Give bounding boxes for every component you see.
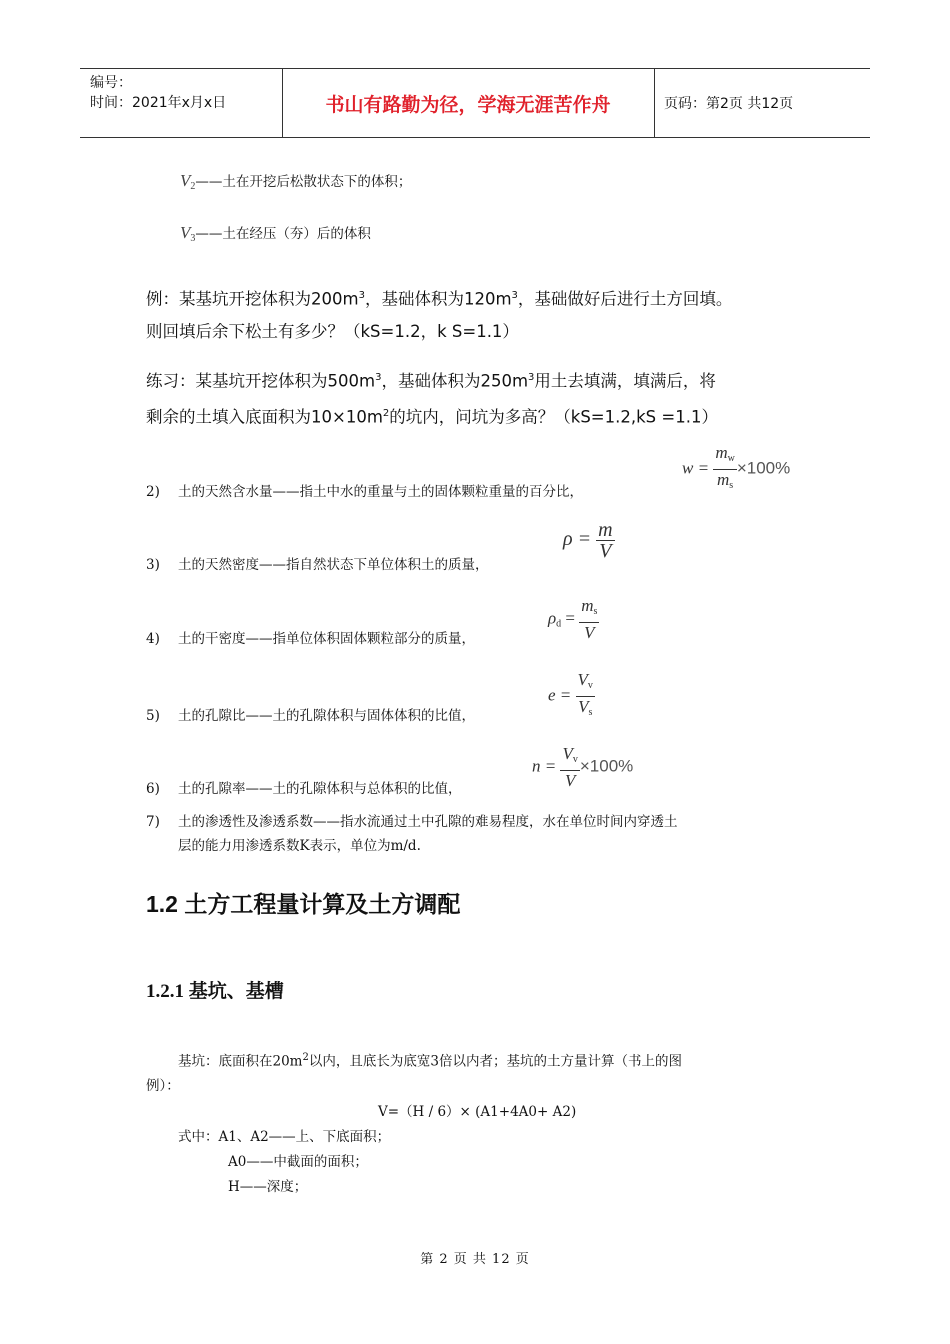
page-header [80,68,870,138]
v2-symbol: $V_2$ [180,171,196,192]
a0-definition: A0——中截面的面积； [228,1154,368,1170]
item-6: 6) 土的孔隙率——土的孔隙体积与总体积的比值， [146,781,462,797]
example-paragraph: 例：某基坑开挖体积为$200m^3$，基础体积为$120m^3$，基础做好后进行土方回填。 则回填后余下松土有多少？（kS=1.2，k S=1.1） [146,289,733,341]
volume-formula: V=（H / 6）× (A1+4A0+ A2) [378,1104,577,1120]
header-meta [90,73,226,113]
item-5: 5) 土的孔隙比——土的孔隙体积与固体体积的比值， [146,708,475,724]
formula-void-ratio: e = $\frac{V_v}{V_s}$ [548,670,593,718]
formula-porosity: n = $\frac{V_v}{V}$ ×100% [532,744,634,790]
section-heading-1-2-1: 1.2.1 基坑、基槽 [146,981,284,1002]
def-v3 [180,222,371,244]
practice-paragraph: 练习：某基坑开挖体积为$500m^3$，基础体积为$250m^3$用土去填满，填满后，将 剩余的土填入底面积为$10\times 10m^2$的坑内，问坑为多高？（kS=1.2,kS =1.1） [146,371,718,426]
header-id-label: 编号： [90,75,132,91]
formula-density: ρ = $\frac{m}{V}$ [563,519,613,562]
item-3: 3) 土的天然密度——指自然状态下单位体积土的质量， [146,557,489,573]
page-footer: 第 2 页 共 12 页 [420,1252,530,1267]
item-4: 4) 土的干密度——指单位体积固体颗粒部分的质量， [146,631,475,647]
header-date-label: 时间：2021年x月x日 [90,95,227,111]
header-page-label: 页码：第2页 共12页 [664,96,794,112]
header-motto: 书山有路勤为径，学海无涯苦作舟 [325,93,611,116]
body-paragraph: 基坑：底面积在$20m^2$以内，且底长为底宽3倍以内者；基坑的土方量计算（书上的图 例）： [146,1052,682,1094]
v2-text: ——土在开挖后松散状态下的体积； [195,174,412,190]
header-divider [654,69,655,137]
formula-dry-density: $\rho_d$ = $\frac{m_s}{V}$ [548,596,598,642]
v3-text: ——土在经压（夯）后的体积 [195,226,371,242]
def-v2 [180,170,411,192]
item-7: 7) 土的渗透性及渗透系数——指水流通过土中孔隙的难易程度，水在单位时间内穿透土 层的能力用渗透系数K表示，单位为m/d. [146,814,678,854]
where-label: 式中：A1、A2——上、下底面积； [178,1129,391,1145]
h-definition: H——深度； [228,1179,308,1195]
formula-water-content: w = $\frac{m_w}{m_s}$ ×100% [682,443,791,491]
v3-symbol: $V_3$ [180,223,196,244]
item-2: 2) 土的天然含水量——指土中水的重量与土的固体颗粒重量的百分比， [146,484,583,500]
section-heading-1-2: 1.2 土方工程量计算及土方调配 [146,891,461,917]
